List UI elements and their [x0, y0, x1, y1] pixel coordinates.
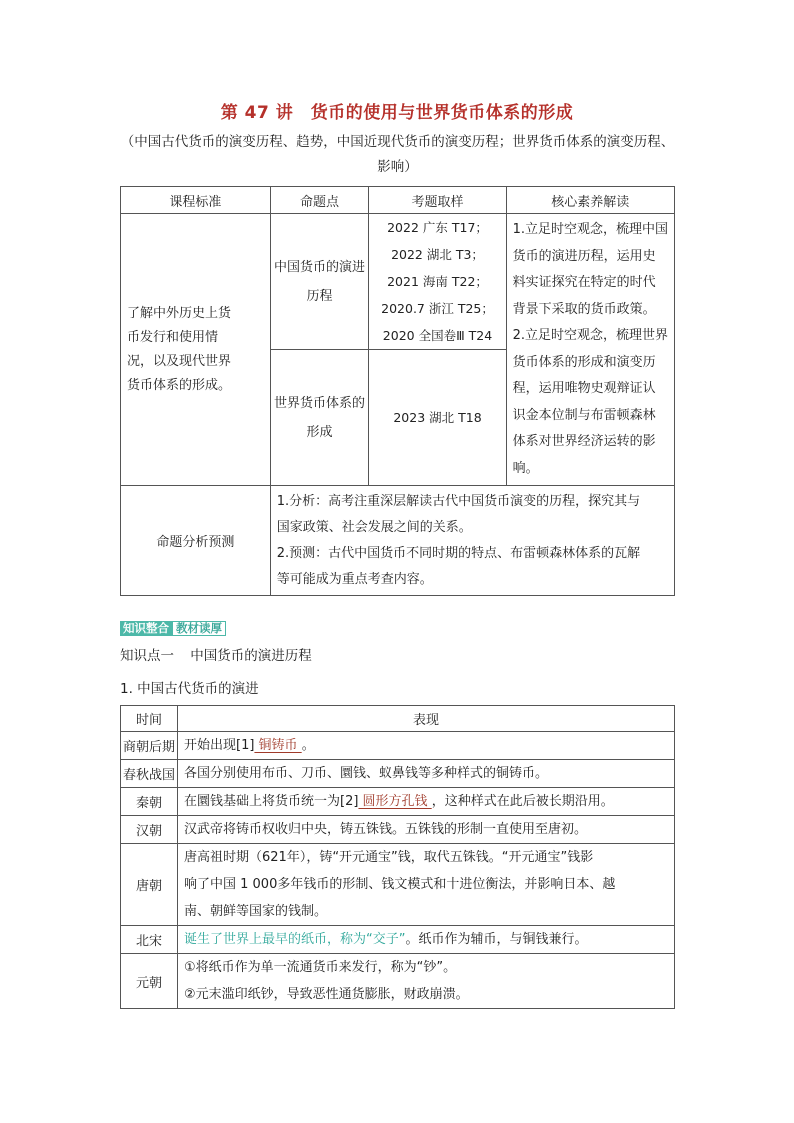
forecast-line: 1.分析：高考注重深层解读古代中国货币演变的历程，探究其与 [276, 493, 641, 509]
row-desc [178, 788, 675, 816]
header-performance: 表现 [178, 706, 675, 732]
row-desc [178, 926, 675, 954]
table-row [121, 788, 675, 816]
table-row [121, 954, 675, 1009]
desc-text: 。 [301, 738, 315, 753]
course-standard-cell [121, 214, 271, 486]
row-time: 唐朝 [121, 844, 178, 926]
answer-blank: 圆形方孔钱 [358, 794, 432, 809]
badge-textbook-reading: 教材读厚 [172, 621, 226, 636]
literacy-line: 响。 [512, 460, 539, 476]
evolution-header-row [121, 706, 675, 732]
exam-sample: 2023 湖北 T18 [393, 410, 482, 425]
topic-point-line: 形成 [306, 424, 333, 440]
desc-text: 。纸币作为辅币，与铜钱兼行。 [405, 932, 588, 947]
row-time: 春秋战国 [121, 760, 178, 788]
row-time: 商朝后期 [121, 732, 178, 760]
desc-text: ，这种样式在此后被长期沿用。 [431, 794, 614, 809]
exam-sample: 2020 全国卷Ⅲ T24 [382, 328, 493, 343]
knowledge-point-title: 中国货币的演进历程 [190, 648, 312, 664]
forecast-line: 2.预测：古代中国货币不同时期的特点、布雷顿森林体系的瓦解 [276, 545, 641, 561]
section-badge [120, 621, 226, 636]
overview-table [120, 186, 675, 596]
literacy-line: 体系对世界经济运转的影 [512, 434, 656, 449]
desc-line: 南、朝鲜等国家的钱制。 [184, 904, 328, 919]
header-topic-point: 命题点 [270, 187, 369, 214]
overview-header-row [121, 187, 675, 214]
topic-point-line: 世界货币体系的 [274, 395, 366, 411]
desc-line: 响了中国 1 000多年钱币的形制、钱文模式和十进位衡法，并影响日本、越 [184, 877, 616, 892]
standard-line: 币发行和使用情 [127, 329, 219, 345]
header-core-literacy: 核心素养解读 [506, 187, 674, 214]
topic-point-cell [270, 214, 369, 350]
table-row [121, 926, 675, 954]
standard-line: 了解中外历史上货 [127, 305, 232, 321]
row-time: 秦朝 [121, 788, 178, 816]
exam-sample: 2022 广东 T17； [387, 220, 488, 235]
literacy-line: 1.立足时空观念，梳理中国 [512, 222, 668, 237]
forecast-line: 国家政策、社会发展之间的关系。 [276, 519, 472, 535]
highlight-text: 诞生了世界上最早的纸币，称为“交子” [184, 932, 406, 947]
literacy-line: 识金本位制与布雷顿森林 [512, 407, 656, 423]
forecast-label: 命题分析预测 [121, 486, 271, 596]
table-row [121, 816, 675, 844]
page-subtitle: （中国古代货币的演变历程、趋势，中国近现代货币的演变历程；世界货币体系的演变历程、影响） [120, 134, 675, 175]
topic-point-line: 中国货币的演进 [274, 259, 366, 275]
exam-samples-cell [369, 214, 506, 350]
desc-text: 在圜钱基础上将货币统一为[2] [184, 794, 359, 809]
literacy-line: 背景下采取的货币政策。 [512, 301, 656, 317]
evolution-table [120, 705, 675, 1009]
exam-samples-cell [369, 350, 506, 486]
core-literacy-cell [506, 214, 674, 486]
overview-row-1 [121, 214, 675, 350]
knowledge-point-heading [120, 644, 324, 664]
header-exam-samples: 考题取样 [369, 187, 506, 214]
standard-line: 货币体系的形成。 [127, 377, 232, 393]
desc-line: 唐高祖时期（621年），铸“开元通宝”钱，取代五铢钱。“开元通宝”钱影 [184, 850, 594, 865]
answer-blank: 铜铸币 [254, 738, 302, 753]
literacy-line: 料实证探究在特定的时代 [512, 275, 656, 290]
exam-sample: 2021 海南 T22； [387, 274, 488, 289]
header-time: 时间 [121, 706, 178, 732]
knowledge-point-label: 知识点一 [120, 648, 174, 664]
table-row [121, 732, 675, 760]
row-desc [178, 954, 675, 1009]
topic-point-cell [270, 350, 369, 486]
literacy-line: 2.立足时空观念，梳理世界 [512, 328, 668, 343]
topic-point-line: 历程 [306, 288, 333, 304]
forecast-cell [270, 486, 674, 596]
forecast-line: 等可能成为重点考查内容。 [276, 571, 433, 587]
row-time: 元朝 [121, 954, 178, 1009]
page-title: 第 47 讲 货币的使用与世界货币体系的形成 [220, 103, 574, 123]
forecast-row [121, 486, 675, 596]
row-time: 汉朝 [121, 816, 178, 844]
header-course-standard: 课程标准 [121, 187, 271, 214]
badge-knowledge-integration: 知识整合 [120, 621, 172, 636]
desc-line: ②元末滥印纸钞，导致恶性通货膨胀，财政崩溃。 [184, 987, 469, 1002]
exam-sample: 2020.7 浙江 T25； [381, 301, 494, 316]
desc-line: ①将纸币作为单一流通货币来发行，称为“钞”。 [184, 960, 457, 975]
section-title: 1. 中国古代货币的演进 [120, 681, 259, 697]
literacy-line: 货币的演进历程，运用史 [512, 248, 656, 264]
row-desc: 汉武帝将铸币权收归中央，铸五铢钱。五铢钱的形制一直使用至唐初。 [178, 816, 675, 844]
row-desc [178, 732, 675, 760]
row-time: 北宋 [121, 926, 178, 954]
table-row [121, 760, 675, 788]
table-row [121, 844, 675, 926]
desc-text: 开始出现[1] [184, 738, 255, 753]
literacy-line: 货币体系的形成和演变历 [512, 354, 656, 370]
row-desc: 各国分别使用布币、刀币、圜钱、蚁鼻钱等多种样式的铜铸币。 [178, 760, 675, 788]
row-desc [178, 844, 675, 926]
standard-line: 况，以及现代世界 [127, 353, 232, 369]
literacy-line: 程，运用唯物史观辩证认 [512, 381, 656, 396]
exam-sample: 2022 湖北 T3； [391, 247, 484, 262]
